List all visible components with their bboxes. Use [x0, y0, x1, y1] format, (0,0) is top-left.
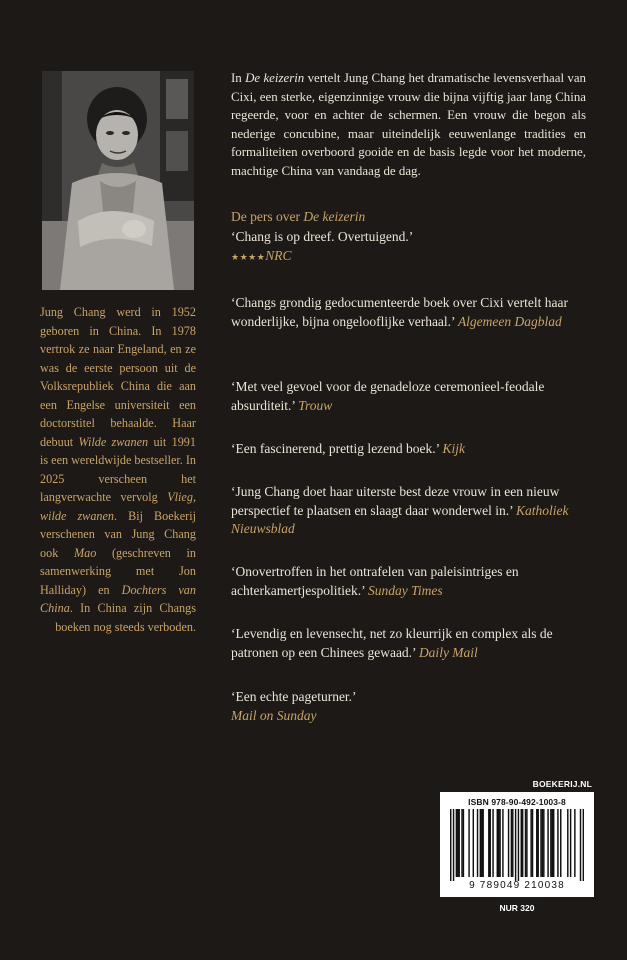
author-bio	[40, 303, 196, 636]
barcode-bar	[457, 809, 458, 877]
press-quote: ‘Jung Chang doet haar uiterste best deze vrouw in een nieuw perspectief te plaatsen en slaagt daar wonderwel in.’ Katholiek Nieuwsblad	[231, 484, 569, 536]
barcode-bar	[536, 809, 537, 877]
barcode-bar	[567, 809, 568, 877]
author-photo	[42, 71, 194, 290]
barcode-bar	[542, 809, 543, 877]
barcode-bar	[463, 809, 464, 877]
barcode-bar	[453, 809, 454, 881]
barcode-bar	[502, 809, 503, 877]
barcode-bar	[543, 809, 544, 877]
quote-source: NRC	[265, 247, 292, 263]
barcode-bar	[550, 809, 551, 877]
press-quote: ‘Met veel gevoel voor de genadeloze ceremonieel-feodale absurditeit.’ Trouw	[231, 379, 545, 413]
barcode-bar	[450, 809, 451, 881]
barcode-bar	[532, 809, 533, 877]
barcode-bar	[526, 809, 527, 877]
press-quote: ‘Levendig en levensecht, net zo kleurrijk en complex als de patronen op een Chinees gewaad.’ Daily Mail	[231, 626, 553, 660]
barcode-bar	[547, 809, 548, 877]
barcode-bar	[499, 809, 500, 877]
author-bio-text: Jung Chang werd in 1952 geboren in China. In 1978 vertrok ze naar Engeland, en ze was de eerste persoon uit de Volksrepubliek China die aan een Engelse universiteit een doctorstitel behaalde. Haar debuut Wilde zwanen uit 1991 is een wereldwijde bestseller. In 2025 verscheen het langverwachte vervolg Vlieg, wilde zwanen. Bij Boekerij verschenen van Jung Chang ook Mao (geschreven in samenwerking met Jon Halliday) en Dochters van China. In China zijn Changs boeken nog steeds verboden.	[40, 305, 197, 634]
book-title: De keizerin	[245, 71, 305, 85]
barcode-bar	[508, 809, 509, 877]
barcode-bar	[458, 809, 459, 877]
barcode-bar	[552, 809, 553, 877]
quote-source: Kijk	[442, 441, 466, 456]
barcode-bar	[456, 809, 457, 877]
barcode-bar	[489, 809, 490, 877]
press-heading: De pers over De keizerin	[231, 209, 366, 224]
barcode-bar	[540, 809, 541, 877]
author-portrait-image	[42, 71, 194, 290]
press-quote: ‘Onovertroffen in het ontrafelen van paleisintriges en achterkamertjespolitiek.’ Sunday Times	[231, 564, 519, 598]
nur-code: NUR 320	[499, 903, 535, 913]
barcode-bar	[497, 809, 498, 877]
publisher-website: BOEKERIJ.NL	[532, 779, 592, 789]
barcode-bar	[525, 809, 526, 877]
barcode-bar	[512, 809, 513, 877]
press-quote: ‘Chang is op dreef. Overtuigend.’ ★★★★NRC	[231, 229, 414, 263]
barcode-bar	[518, 809, 519, 881]
barcode-bars	[450, 809, 584, 881]
barcode-bar	[481, 809, 482, 877]
ean-digits: 9 789049 210038	[469, 880, 565, 891]
barcode-bar	[492, 809, 493, 877]
isbn-barcode	[440, 792, 594, 897]
barcode-bar	[530, 809, 531, 877]
barcode-bar	[522, 809, 523, 877]
barcode-bar	[461, 809, 462, 877]
barcode-bar	[515, 809, 516, 881]
barcode-bar	[537, 809, 538, 877]
barcode-bar	[570, 809, 571, 877]
rating-stars: ★★★★	[231, 251, 266, 262]
quote-source: Trouw	[298, 397, 333, 413]
barcode-bar	[482, 809, 483, 877]
barcode-bar	[583, 809, 584, 881]
barcode-bar	[574, 809, 575, 877]
press-quote: ‘Een echte pageturner.’ Mail on Sunday	[231, 688, 591, 725]
barcode-bar	[580, 809, 581, 881]
quote-source: Sunday Times	[367, 582, 443, 598]
book-description: In De keizerin vertelt Jung Chang het dramatische levensverhaal van Cixi, een sterke, eigenzinnige vrouw die bijna vijftig jaar lang China regeerde, voor en achter de schermen. Een vrouw die begon als nederige concubine, maar uiteindelijk eeuwenlange tradities en formaliteiten overboord gooide en de basis legde voor het moderne, machtige China van vandaag de dag.	[231, 71, 586, 178]
isbn-label: ISBN 978-90-492-1003-8	[468, 797, 566, 807]
barcode-bar	[488, 809, 489, 877]
quote-source: Katholiek Nieuwsblad	[231, 502, 569, 536]
barcode-bar	[511, 809, 512, 877]
quote-source: Algemeen Dagblad	[457, 313, 562, 329]
barcode-bar	[560, 809, 561, 877]
barcode-bar	[480, 809, 481, 877]
barcode-bar	[473, 809, 474, 877]
barcode-bar	[557, 809, 558, 877]
barcode-bar	[468, 809, 469, 877]
quote-source: Daily Mail	[418, 644, 478, 660]
press-quote: ‘Een fascinerend, prettig lezend boek.’ Kijk	[231, 441, 466, 456]
quote-source: Mail on Sunday	[231, 707, 317, 723]
barcode-bar	[477, 809, 478, 877]
barcode-bar	[553, 809, 554, 877]
press-quote: ‘Changs grondig gedocumenteerde boek over Cixi vertelt haar wonderlijke, bijna ongelooflijke verhaal.’ Algemeen Dagblad	[231, 295, 569, 329]
barcode-bar	[498, 809, 499, 877]
barcode-bar	[521, 809, 522, 877]
